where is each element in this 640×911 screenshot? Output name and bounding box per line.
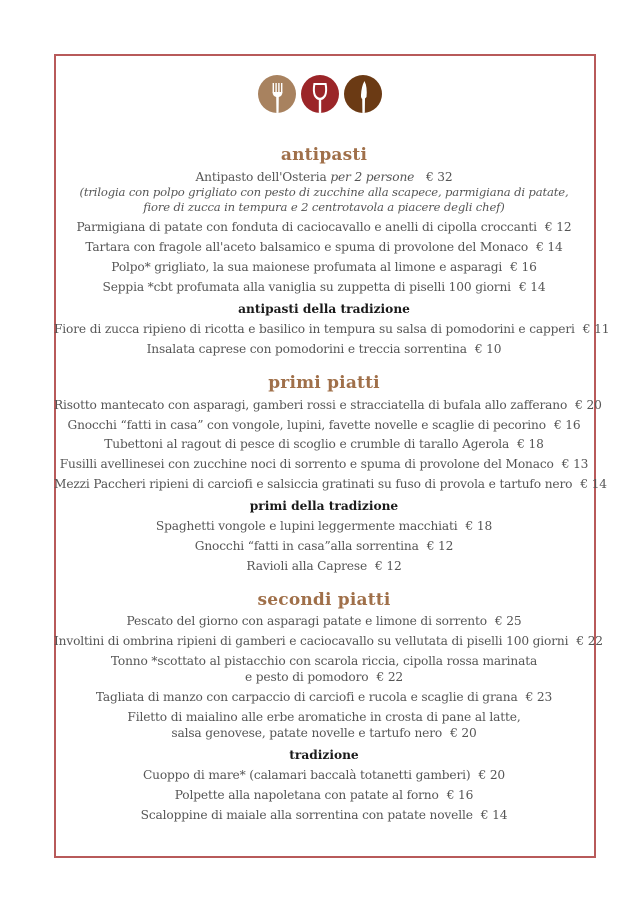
- item-name: Cuoppo di mare* (calamari baccalà totanetti gamberi): [142, 768, 471, 782]
- item-description: fiore di zucca in tempura e 2 centrotavola a piacere degli chef): [143, 200, 505, 214]
- item-price: € 12: [544, 220, 572, 234]
- item-price: € 20: [450, 726, 477, 740]
- menu-item-line1: Filetto di maialino alle erbe aromatiche in crosta di pane al latte,: [127, 710, 521, 724]
- item-price: € 10: [474, 342, 502, 356]
- section-heading-secondi: secondi piatti: [257, 590, 391, 610]
- menu-item: [54, 259, 594, 275]
- menu-item: [54, 558, 594, 574]
- item-name: Ravioli alla Caprese: [246, 559, 368, 573]
- header-icons: [0, 75, 640, 115]
- item-name: Pescato del giorno con asparagi patate e limone di sorrento: [126, 614, 487, 628]
- menu-item: [54, 689, 594, 705]
- item-price: € 14: [518, 280, 546, 294]
- item-name: Mezzi Paccheri ripieni di carciofi e salsiccia gratinati su fuso di provola e tartufo nero: [54, 477, 573, 491]
- subheading-primi-tradizione: primi della tradizione: [249, 499, 399, 513]
- section-heading-antipasti: antipasti: [280, 145, 368, 165]
- item-name: Insalata caprese con pomodorini e treccia sorrentina: [146, 342, 467, 356]
- menu-item: [54, 787, 594, 803]
- item-name: Scaloppine di maiale alla sorrentina con patate novelle: [140, 808, 473, 822]
- item-name: Tagliata di manzo con carpaccio di carciofi e rucola e scaglie di grana: [95, 690, 518, 704]
- item-price: € 20: [575, 398, 602, 412]
- item-price: € 16: [446, 788, 474, 802]
- item-price: € 25: [494, 614, 522, 628]
- subheading-antipasti-tradizione: antipasti della tradizione: [238, 302, 410, 316]
- menu-item: [54, 417, 594, 433]
- menu-item-line2: [54, 725, 594, 741]
- knife-icon: [344, 75, 382, 113]
- item-name: Parmigiana di patate con fonduta di caciocavallo e anelli di cipolla croccanti: [76, 220, 537, 234]
- item-name: Risotto mantecato con asparagi, gamberi rossi e stracciatella di bufala allo zafferano: [54, 398, 568, 412]
- menu-item: [54, 518, 594, 534]
- menu-item-line1: Tonno *scottato al pistacchio con scarola riccia, cipolla rossa marinata: [110, 654, 538, 668]
- menu-item: [54, 633, 603, 649]
- menu-item: [54, 613, 594, 629]
- menu-item: [54, 239, 594, 255]
- item-name: Involtini di ombrina ripieni di gamberi e caciocavallo su vellutata di piselli 100 giorni: [54, 634, 569, 648]
- subheading-secondi-tradizione: tradizione: [289, 748, 359, 762]
- item-price: € 20: [478, 768, 506, 782]
- item-price: € 23: [525, 690, 553, 704]
- item-name: Gnocchi “fatti in casa”alla sorrentina: [194, 539, 419, 553]
- item-name: Antipasto dell'Osteria: [195, 170, 327, 184]
- menu-item-antipasto-osteria: [54, 169, 594, 185]
- item-name: Fusilli avellinesei con zucchine noci di sorrento e spuma di provolone del Monaco: [59, 457, 554, 471]
- section-heading-primi: primi piatti: [268, 373, 380, 393]
- menu-item: [54, 219, 594, 235]
- item-name: Tartara con fragole all'aceto balsamico e spuma di provolone del Monaco: [85, 240, 529, 254]
- menu-item: [54, 341, 594, 357]
- item-price: € 12: [426, 539, 454, 553]
- menu-item: [54, 807, 594, 823]
- item-description: (trilogia con polpo grigliato con pesto di zucchine alla scapece, parmigiana di patate,: [79, 185, 569, 199]
- menu-item: [54, 397, 602, 413]
- item-price: € 14: [480, 808, 508, 822]
- menu-item-line2: [54, 669, 594, 685]
- item-name: Polpo* grigliato, la sua maionese profumata al limone e asparagi: [111, 260, 503, 274]
- item-name: Seppia *cbt profumata alla vaniglia su zuppetta di piselli 100 giorni: [102, 280, 511, 294]
- item-price: € 14: [536, 240, 563, 254]
- wine-glass-icon: [301, 75, 339, 113]
- fork-icon: [258, 75, 296, 113]
- menu-item: [54, 456, 594, 472]
- item-price: € 18: [517, 437, 544, 451]
- item-price: € 16: [510, 260, 537, 274]
- item-name: e pesto di pomodoro: [244, 670, 369, 684]
- item-name: Spaghetti vongole e lupini leggermente macchiati: [155, 519, 458, 533]
- menu-item: [54, 476, 607, 492]
- item-price: € 32: [425, 170, 453, 184]
- item-price: € 22: [576, 634, 603, 648]
- menu-item: [54, 436, 594, 452]
- item-name: Gnocchi “fatti in casa” con vongole, lupini, favette novelle e scaglie di pecorino: [67, 418, 546, 432]
- menu-item: [54, 767, 594, 783]
- menu-item: [54, 279, 594, 295]
- menu-item: [54, 321, 610, 337]
- item-price: € 16: [553, 418, 581, 432]
- item-price: € 14: [580, 477, 607, 491]
- item-price: € 18: [465, 519, 493, 533]
- item-name: Polpette alla napoletana con patate al forno: [174, 788, 439, 802]
- item-name: Fiore di zucca ripieno di ricotta e basilico in tempura su salsa di pomodorini e capperi: [54, 322, 575, 336]
- item-price: € 22: [376, 670, 404, 684]
- item-price: € 11: [582, 322, 610, 336]
- item-price: € 12: [375, 559, 402, 573]
- item-name: Tubettoni al ragout di pesce di scoglio e crumble di tarallo Agerola: [104, 437, 510, 451]
- menu-item: [54, 538, 594, 554]
- item-price: € 13: [561, 457, 589, 471]
- item-name: salsa genovese, patate novelle e tartufo nero: [171, 726, 443, 740]
- item-note: per 2 persone: [330, 170, 415, 184]
